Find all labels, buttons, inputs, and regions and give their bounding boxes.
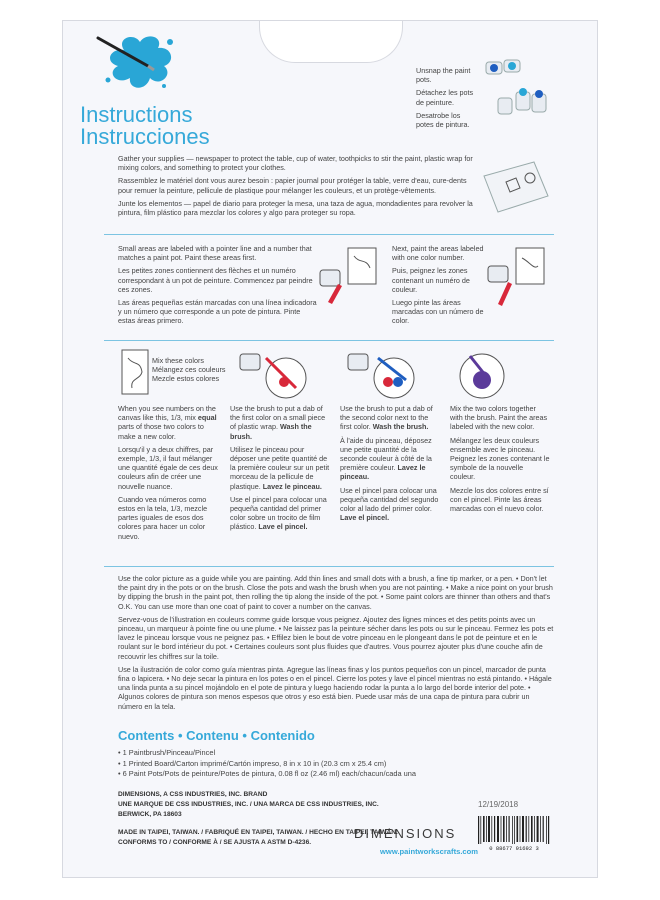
contents-title: Contents • Contenu • Contenido: [118, 728, 315, 743]
unsnap-fr: Détachez les pots de peinture.: [416, 88, 474, 107]
next-areas-illustration: [482, 244, 550, 306]
conforms-line: CONFORMS TO / CONFORME À / SE AJUSTA A ASTM D-4236.: [118, 839, 312, 846]
mix-label-en: Mix these colors: [152, 356, 204, 365]
page-title: [80, 104, 210, 148]
mix-col3-en-a: Use the brush to put a dab of the second color next to the first color.: [340, 404, 433, 432]
supplies-illustration: [480, 156, 552, 218]
section-divider: [104, 566, 554, 567]
guide-es: Use la ilustración de color como guía mientras pinta. Agregue las líneas finas y los puntos pequeños con un pincel, marcador de punta fina o lapicera. • No deje secar la pintura en los potes o en el pincel. Cierre los potes y lave el pincel mientras no está pintando. • Hágale una linda punta a su pincel mojándolo en el pote de pintura y luego haciendo rodar la punta a lo largo del borde interior del pote. • Algunos colores de pintura son menos espesos que otros y eso está bien. Puede usar más de una capa de pintura para cubrir un número en la tela.: [118, 664, 552, 711]
mix-col1-text: [118, 404, 218, 545]
next-areas-en: Next, paint the areas labeled with one color number.: [392, 244, 484, 263]
second-color-dab-illustration: [344, 348, 420, 402]
mix-col2-es-b: Lave el pincel.: [258, 522, 308, 532]
next-areas-text: [392, 244, 488, 330]
mix-col2-fr-b: Lavez le pinceau.: [262, 481, 322, 491]
guide-fr: Servez-vous de l'illustration en couleurs comme guide lorsque vous peignez. Ajoutez des lignes minces et des petits points avec un pinceau, un marqueur à pointe fine ou une plume. • Ne laissez pas la peinture sécher dans les pots ou sur le pinceau. Fermez les pots et lavez le pinceau lorsque vous ne peignez pas. • Effilez bien le bout de votre pinceau en le plongeant dans le pot de peinture et en le roulant sur le bord intérieur du pot. • Certaines couleurs sont plus fluides que d'autres. Vous pourrez ajouter plus d'une couche afin de recouvrir les chiffres sur la toile.: [118, 614, 554, 661]
mix-col3-text: [340, 404, 440, 526]
next-areas-es: Luego pinte las áreas marcadas con un número de color.: [392, 298, 484, 326]
hang-tab-notch: [259, 21, 403, 63]
mix-col2-en-b: Wash the brush.: [230, 422, 312, 441]
mix-col2-fr-a: Utilisez le pinceau pour déposer une petite quantité de la première couleur sur un petit morceau de la pellicule de plastique.: [230, 444, 330, 491]
small-areas-es: Las áreas pequeñas están marcadas con una línea indicadora y un número que corresponde a un pote de pintura. Pinte estas áreas primero.: [118, 298, 317, 326]
mix-col1-fr: Lorsqu'il y a deux chiffres, par exemple, 1/3, il faut mélanger une quantité égale de ces deux couleurs afin de créer une nouvelle nuance.: [118, 444, 218, 491]
mix-col1-es: Cuando vea números como estos en la tela, 1/3, mezcle partes iguales de esos dos colores para hacer un color nuevo.: [118, 494, 208, 541]
small-areas-fr: Les petites zones contiennent des flèches et un numéro correspondant à un pot de peinture. Commencez par peindre ces zones.: [118, 266, 313, 294]
mix-col4-text: [450, 404, 550, 517]
mix-col1-en-a: When you see numbers on the canvas like this, 1/3, mix: [118, 404, 216, 423]
gather-en: Gather your supplies — newspaper to protect the table, cup of water, toothpicks to stir the paint, plastic wrap for mixing colors, and something to protect your clothes.: [118, 154, 473, 173]
brand-url[interactable]: www.paintworkscrafts.com: [380, 847, 479, 856]
barcode-image: [474, 814, 556, 852]
mix-col1-en: [118, 404, 218, 441]
mix-col2-text: [230, 404, 330, 536]
next-areas-fr: Puis, peignez les zones contenant un numéro de couleur.: [392, 266, 470, 294]
contents-item: • 6 Paint Pots/Pots de peinture/Potes de pintura, 0.08 fl oz (2.46 ml) each/chacun/cada una: [118, 769, 416, 778]
mix-col4-es: Mezcle los dos colores entre sí con el pincel. Pinte las áreas marcadas con el nuevo color.: [450, 485, 549, 514]
company-line: UNE MARQUE DE CSS INDUSTRIES, INC. / UNA MARCA DE CSS INDUSTRIES, INC.: [118, 801, 379, 808]
paint-splash-icon: [94, 30, 182, 96]
mix-col2-en-a: Use the brush to put a dab of the first color on a small piece of plastic wrap.: [230, 404, 326, 432]
mixed-color-illustration: [456, 350, 508, 402]
mix-col4-fr: Mélangez les deux couleurs ensemble avec le pinceau. Peignez les zones contenant le symbole de la nouvelle couleur.: [450, 435, 550, 482]
mix-label-fr: Mélangez ces couleurs: [152, 365, 226, 375]
mix-col4-en: Mix the two colors together with the brush. Paint the areas labeled with the new color.: [450, 404, 548, 432]
gather-fr: Rassemblez le matériel dont vous aurez besoin : papier journal pour protéger la table, verre d'eau, cure-dents pour remuer la peinture, pellicule de plastique pour mélanger les couleurs, et un protège-vêtements.: [118, 176, 467, 195]
gather-supplies-text: [118, 154, 478, 221]
title-es: Instrucciones: [80, 124, 210, 149]
mix-col3-es-a: Use el pincel para colocar una pequeña cantidad del segundo color al lado del primer color.: [340, 485, 439, 514]
company-line: BERWICK, PA 18603: [118, 811, 182, 818]
paint-pots-illustration: [480, 52, 552, 124]
mix-col3-es-b: Lave el pincel.: [340, 513, 390, 523]
section-divider: [104, 340, 554, 341]
company-line: DIMENSIONS, A CSS INDUSTRIES, INC. BRAND: [118, 791, 268, 798]
guide-en: Use the color picture as a guide while you are painting. Add thin lines and small dots with a brush, a fine tip marker, or a pen. • Don't let the paint dry in the pots or on the brush. Close the pots and wash the brush when you are not painting. • Make a nice point on your brush by dipping the brush in the paint pot, then rolling the tip along the inside of the pot. • Some paint colors are thinner than others and that's O.K. You can use more than one coat of paint to cover a number on the canvas.: [118, 574, 553, 611]
mix-label-es: Mezcle estos colores: [152, 374, 220, 384]
made-in-line: MADE IN TAIPEI, TAIWAN. / FABRIQUÉ EN TAIPEI, TAIWAN. / HECHO EN TAIPEI, TAIWÁN.: [118, 829, 398, 836]
unsnap-en: Unsnap the paint pots.: [416, 66, 471, 85]
title-en: Instructions: [80, 102, 193, 127]
mix-col3-fr-a: À l'aide du pinceau, déposez une petite quantité de la seconde couleur à côté de la première couleur.: [340, 435, 432, 473]
small-areas-text: [118, 244, 318, 330]
unsnap-step-text: [416, 66, 474, 133]
contents-item: • 1 Paintbrush/Pinceau/Pincel: [118, 748, 216, 757]
mix-col3-en-b: Wash the brush.: [372, 422, 429, 432]
painting-guide-text: [118, 574, 554, 715]
barcode-digits: 0 88677 91692 3: [489, 845, 539, 852]
contents-list: [118, 748, 416, 780]
small-areas-en: Small areas are labeled with a pointer line and a number that matches a paint pot. Paint these areas first.: [118, 244, 312, 263]
small-areas-illustration: [314, 244, 380, 306]
gather-es: Junte los elementos — papel de diario para proteger la mesa, una taza de agua, mondadientes para revolver la pintura, film plástico para mezclar los colores y algo para proteger su ropa.: [118, 198, 473, 218]
mix-label: [152, 356, 232, 384]
dimensions-logo: DIMENSIONS: [354, 826, 457, 841]
mix-col1-en-b: equal: [197, 413, 217, 423]
canvas-mix-icon: [120, 348, 150, 396]
mix-col2-es-a: Use el pincel para colocar una pequeña cantidad del primer color sobre un trocito de film plástico.: [230, 494, 327, 532]
section-divider: [104, 234, 554, 235]
contents-item: • 1 Printed Board/Carton imprimé/Cartón impreso, 8 in x 10 in (20.3 cm x 25.4 cm): [118, 758, 387, 768]
company-info: [118, 790, 418, 820]
mix-col3-fr-b: Lavez le pinceau.: [340, 463, 426, 482]
mix-col1-en-c: parts of those two colors to make a new color.: [118, 422, 204, 441]
unsnap-es: Desatrobe los potes de pintura.: [416, 110, 470, 130]
first-color-dab-illustration: [236, 348, 312, 402]
print-date: 12/19/2018: [478, 800, 519, 809]
